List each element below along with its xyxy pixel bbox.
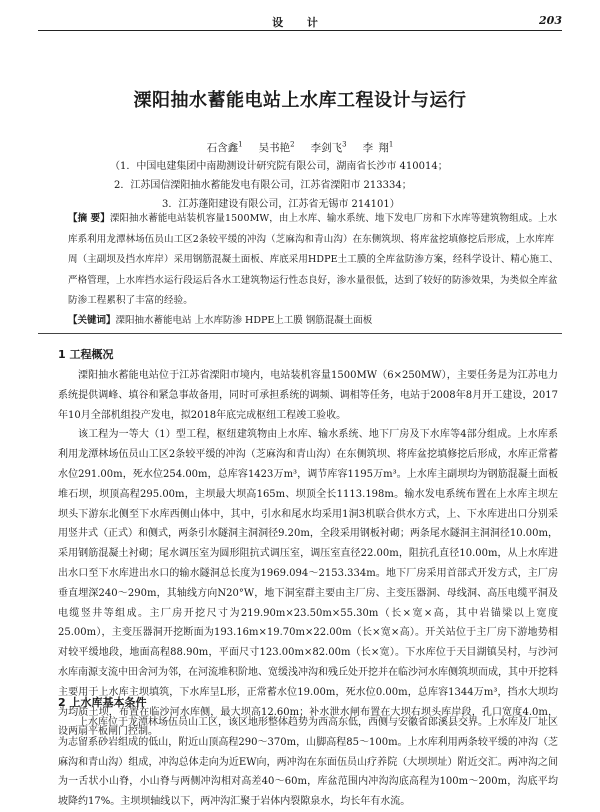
author: 李 翔$^1$ (362, 140, 394, 154)
paragraph: 上水库位于龙潭林场伍员山工区，该区地形整体趋势为西高东低，西侧与安徽省郎溪县交界。上水库及厂址区为志留系砂岩组成的低山，附近山顶高程290～370m，山脚高程85～100m。上水库利用两条较平缓的冲沟（芝麻沟和青山沟）组成，冲沟总体走向为近EW向，两冲沟在东面伍员山疗养院（大坝坝址）附近交汇。两冲沟之间为一舌状小山脊，小山脊与两侧冲沟相对高差40～60m，库盆范围内冲沟沟底高程为100m～200m，沟底平均坡降约17%。主坝坝轴线以下，两冲沟汇聚于岩体内裂隙泉水，均长年有水流。 (58, 717, 558, 808)
abstract-label: 【摘 要】 (68, 213, 110, 224)
page-number: 203 (539, 14, 562, 27)
affiliation-line: 3．江苏蓬阳建设有限公司，江苏省无锡市 214101） (162, 199, 400, 210)
abstract-text: 溧阳抽水蓄能电站装机容量1500MW，由上水库、输水系统、地下发电厂房和下水库等建筑物组成。上水库系利用龙潭林场伍员山工区2条较平缓的冲沟（芝麻沟和青山沟）在东侧筑坝、将库盆挖填修挖后形成，上水库库周（主副坝及挡水库岸）采用钢筋混凝土面板、库底采用HDPE土工膜的全库盆防渗方案，经科学设计、精心施工、严格管理，上水库挡水运行段运后各水工建筑物运行性态良好，渗水量很低，达到了较好的防渗效果，为类似全库盆防渗工程累积了丰富的经验。 (68, 213, 559, 306)
divider (38, 333, 562, 334)
keywords-text: 溧阳抽水蓄能电站 上水库防渗 HDPE上工膜 钢筋混凝土面板 (115, 315, 373, 326)
running-header (38, 10, 562, 31)
author: 李剑飞$^3$ (310, 140, 347, 154)
author-list (0, 140, 600, 155)
abstract (68, 209, 560, 312)
running-header-section: 设 计 (272, 16, 328, 29)
author: 石含鑫$^1$ (206, 140, 243, 154)
section-body (58, 713, 558, 812)
author: 吴书艳$^2$ (258, 140, 295, 154)
paper-title: 溧阳抽水蓄能电站上水库工程设计与运行 (133, 90, 467, 111)
keywords (68, 313, 560, 329)
affiliation-line: （1．中国电建集团中南勘测设计研究院有限公司，湖南省长沙市 410014； (110, 161, 448, 172)
section-body (58, 366, 558, 742)
section-heading: 2 上水库基本条件 (58, 696, 147, 709)
section-heading: 1 工程概况 (58, 348, 114, 361)
affiliations (110, 157, 540, 214)
keywords-label: 【关键词】 (68, 315, 116, 326)
affiliation-line: 2．江苏国信溧阳抽水蓄能发电有限公司，江苏省溧阳市 213334； (114, 180, 412, 191)
paragraph: 溧阳抽水蓄能电站位于江苏省溧阳市境内，电站装机容量1500MW（6×250MW），主要任务是为江苏电力系统提供调峰、填谷和紧急事故备用，同时可承担系统的调频、调相等任务，电站于2008年8月开工建设，2017年10月全部机组投产发电，拟2018年底完成枢纽工程竣工验收。 (58, 370, 558, 421)
paragraph: 该工程为一等大（1）型工程，枢纽建筑物由上水库、输水系统、地下厂房及下水库等4部分组成。上水库系利用龙潭林场伍员山工区2条较平缓的冲沟（芝麻沟和青山沟）在东侧筑坝、将库盆挖填修挖后形成，水库正常蓄水位291.00m，死水位254.00m，总库容1423万m³，调节库容1195万m³。上水库主副坝均为钢筋混凝土面板堆石坝，坝顶高程295.00m，主坝最大坝高165m、坝顶全长1113.198m。输水发电系统布置在上水库主坝左坝头下游东北侧至下水库西侧山体中，其中，引水和尾水均采用1洞3机联合供水方式，上、下水库进出口分别采用竖井式（正式）和侧式，两条引水隧洞主洞洞径9.20m，全段采用钢板衬砌；两条尾水隧洞主洞洞径10.00m，采用钢筋混凝土衬砌；尾水调压室为圆形阻抗式调压室，调压室直径22.00m，阻抗孔直径10.00m，从上水库进出水口至下水库进出水口的输水隧洞总长度为1969.094～2153.334m。地下厂房采用首部式开发方式，主厂房垂直埋深240～290m，其轴线方向N20°W，地下洞室群主要由主厂房、主变压器洞、母线洞、高压电缆平洞及电缆竖井等组成。主厂房开挖尺寸为219.90m×23.50m×55.30m（长×宽×高，其中岩锚梁以上宽度25.00m），主变压器洞开挖断面为193.16m×19.70m×22.00m（长×宽×高）。开关站位于主厂房下游地势相对较平缓地段，地面高程88.90m，平面尺寸123.00m×82.00m（长×宽）。下水库位于天目湖镇吴村，与沙河水库南源支流中田舍河为邻，在河流堆积阶地、宽缓浅冲沟和残丘处开挖并在临沙河水库侧筑坝而成，其中开挖料主要用于上水库主坝填筑，下水库呈L形，正常蓄水位19.00m，死水位0.00m，总库容1344万m³，挡水大坝均为均质土坝，布置在临沙河水库侧，最大坝高12.60m；补水泄水闸布置在大坝右坝头库岸段，孔口宽度4.0m，设两扇平板闸门控制。 (58, 429, 558, 738)
